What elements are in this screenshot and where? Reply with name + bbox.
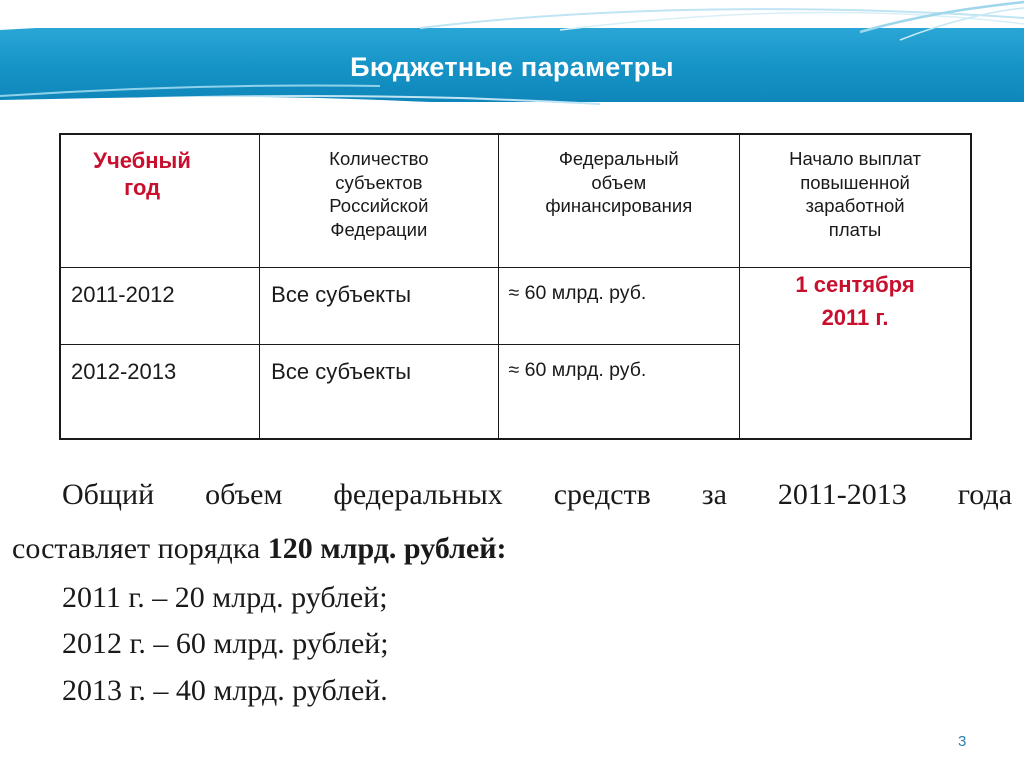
budget-table (59, 133, 972, 440)
summary-total-prefix: составляет порядка (12, 532, 268, 565)
header-line: объем (591, 171, 647, 193)
summary-word: 2011-2013 (777, 478, 907, 511)
summary-item-2012: 2012 г. – 60 млрд. рублей; (62, 627, 389, 660)
summary-item-2011: 2011 г. – 20 млрд. рублей; (62, 581, 388, 614)
page-number: 3 (958, 733, 967, 750)
table-row (60, 267, 971, 344)
summary-word: объем (205, 478, 283, 511)
header-line: платы (828, 218, 882, 240)
header-payment-start (740, 134, 971, 267)
header-line: Федеральный (558, 148, 679, 169)
cell-year: 2012-2013 (60, 344, 260, 439)
header-line: финансирования (545, 195, 693, 216)
header-line: Федерации (330, 218, 428, 240)
header-federal-funding (498, 134, 740, 267)
header-line: повышенной (800, 171, 910, 193)
payment-start-line: 2011 г. (821, 304, 889, 330)
header-academic-year (60, 134, 260, 267)
header-line: год (124, 175, 161, 200)
summary-line-1 (62, 478, 1012, 512)
summary-item-2013: 2013 г. – 40 млрд. рублей. (62, 674, 388, 707)
cell-funding: ≈ 60 млрд. руб. (498, 344, 740, 439)
summary-word: Общий (62, 478, 155, 511)
header-line: заработной (805, 195, 905, 216)
header-line: субъектов (335, 171, 423, 193)
header-line: Учебный (93, 148, 191, 173)
summary-word: за (701, 478, 727, 511)
header-line: Начало выплат (789, 148, 921, 169)
slide-header (0, 0, 1024, 104)
summary-line-2 (12, 532, 507, 566)
slide-title: Бюджетные параметры (350, 52, 674, 82)
cell-subjects: Все субъекты (260, 344, 498, 439)
cell-year: 2011-2012 (60, 267, 260, 344)
header-line: Количество (329, 148, 429, 169)
cell-payment-start (740, 267, 971, 439)
header-subjects-count (260, 134, 498, 267)
table-header-row (60, 134, 971, 267)
summary-word: года (957, 478, 1013, 511)
summary-word: средств (553, 478, 651, 511)
cell-subjects: Все субъекты (260, 267, 498, 344)
summary-word: федеральных (333, 478, 503, 511)
header-line: Российской (329, 195, 429, 216)
summary-total-amount: 120 млрд. рублей: (267, 532, 507, 565)
payment-start-line: 1 сентября (795, 271, 915, 297)
cell-funding: ≈ 60 млрд. руб. (498, 267, 740, 344)
